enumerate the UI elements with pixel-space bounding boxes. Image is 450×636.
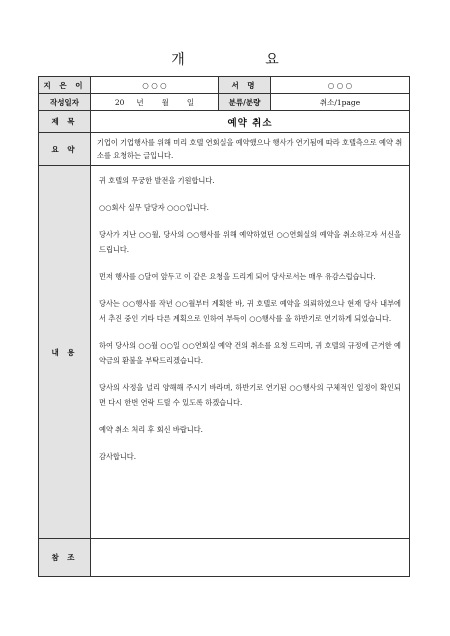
author-label: 지 은 이 bbox=[39, 77, 91, 94]
category-value: 취소/1page bbox=[271, 94, 410, 111]
content-paragraph: 감사합니다. bbox=[99, 452, 137, 462]
summary-label: 요 약 bbox=[39, 133, 91, 166]
subject-row bbox=[39, 111, 410, 133]
date-day-unit: 일 bbox=[186, 97, 195, 107]
document-form bbox=[38, 76, 410, 577]
content-paragraph: 하여 당사의 ○○월 ○○일 ○○연회실 예약 건의 취소를 요청 드리며, 귀 호텔의 규정에 근거한 예약금의 환불을 부탁드리겠습니다. bbox=[99, 341, 401, 366]
author-value: ○ ○ ○ bbox=[91, 77, 219, 94]
content-paragraph: 먼저 행사를 ○달여 앞두고 이 같은 요청을 드리게 되어 당사로서는 매우 유감스럽습니다. bbox=[99, 272, 376, 282]
content-paragraph: 당사가 지난 ○○월, 당사의 ○○행사를 위해 예약하였던 ○○연회실의 예약을 취소하고자 서신을 드립니다. bbox=[99, 230, 401, 255]
content-paragraph: 당사의 사정을 널리 양해해 주시기 바라며, 하반기로 연기된 ○○행사의 구체적인 일정이 확인되면 다시 한번 연락 드릴 수 있도록 하겠습니다. bbox=[99, 383, 401, 408]
content-body bbox=[91, 166, 410, 539]
signature-value: ○ ○ ○ bbox=[271, 77, 410, 94]
reference-value bbox=[91, 538, 410, 576]
date-label: 작성일자 bbox=[39, 94, 91, 111]
content-paragraph: 예약 취소 처리 후 회신 바랍니다. bbox=[99, 425, 203, 435]
date-year-unit: 년 bbox=[136, 97, 144, 107]
content-paragraph: 당사는 ○○행사를 작년 ○○월부터 계획한 바, 귀 호텔로 예약을 의뢰하였으나 현재 당사 내부에서 추진 중인 기타 다른 계획으로 인하여 부득이 ○○행사를 올 하반기로 연기하게 되었습니다. bbox=[99, 299, 401, 324]
content-label: 내 용 bbox=[39, 166, 91, 539]
reference-label: 참 조 bbox=[39, 538, 91, 576]
subject-value: 예약 취소 bbox=[91, 111, 410, 133]
content-row bbox=[39, 166, 410, 539]
category-label: 분류/분량 bbox=[219, 94, 271, 111]
date-year: 20 bbox=[114, 97, 125, 107]
page-title: 개 요 bbox=[171, 52, 317, 68]
author-row bbox=[39, 77, 410, 94]
content-paragraph: 귀 호텔의 무궁한 발전을 기원합니다. bbox=[99, 176, 215, 186]
signature-label: 서 명 bbox=[219, 77, 271, 94]
subject-label: 제 목 bbox=[39, 111, 91, 133]
date-row bbox=[39, 94, 410, 111]
date-value bbox=[91, 94, 219, 111]
reference-row bbox=[39, 538, 410, 576]
summary-value: 기업이 기업행사를 위해 미리 호텔 연회실을 예약했으나 행사가 연기됨에 따라 호텔측으로 예약 취소를 요청하는 글입니다. bbox=[91, 133, 410, 166]
date-month-unit: 월 bbox=[161, 97, 169, 107]
summary-row bbox=[39, 133, 410, 166]
content-paragraph: ○○회사 실무 담당자 ○○○입니다. bbox=[99, 203, 209, 213]
